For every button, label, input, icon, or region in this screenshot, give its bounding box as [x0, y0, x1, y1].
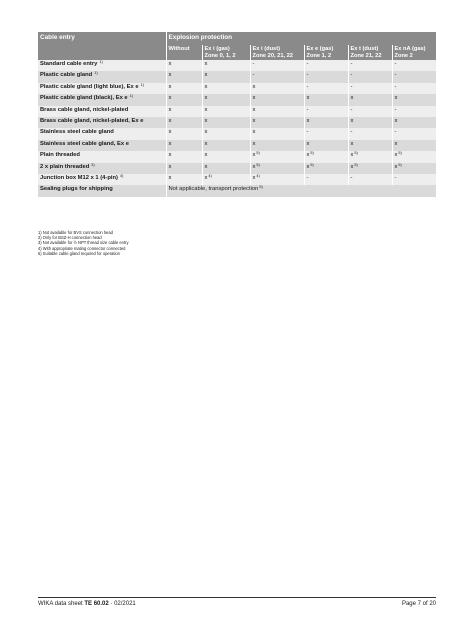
- table-cell: [304, 60, 348, 71]
- table-cell: [166, 117, 202, 128]
- column-header-line1: Ex i (dust): [252, 46, 280, 52]
- column-header: [304, 45, 348, 60]
- row-label-text: Stainless steel cable gland: [40, 129, 114, 136]
- row-label-text: 2 x plain threaded: [40, 163, 90, 170]
- table-cell: [250, 117, 304, 128]
- cell-footnote-ref: 5): [398, 151, 402, 156]
- table-cell: [250, 106, 304, 117]
- cell-value: x: [252, 106, 256, 113]
- row-label: [38, 151, 166, 162]
- table-cell: [304, 163, 348, 174]
- table-row: [38, 140, 436, 151]
- row-label: [38, 60, 166, 71]
- cell-value: x: [306, 152, 310, 159]
- cell-footnote-ref: 4): [256, 174, 260, 178]
- table-cell: [304, 83, 348, 94]
- table-cell: [348, 151, 392, 162]
- cell-value: -: [394, 61, 397, 68]
- cell-footnote-ref: 5): [398, 162, 402, 167]
- table-cell: [202, 94, 250, 105]
- table-cell: [304, 151, 348, 162]
- cell-footnote-ref: 5): [310, 162, 314, 167]
- row-footnote-ref: 1): [129, 94, 134, 99]
- column-header-line2: Zone 20, 21, 22: [252, 52, 293, 59]
- table-cell: [202, 71, 250, 82]
- table-cell: [166, 94, 202, 105]
- table-cell: [304, 106, 348, 117]
- row-footnote-ref: 3): [91, 162, 95, 167]
- cell-value: -: [252, 72, 255, 79]
- cell-value: x: [350, 95, 354, 102]
- header-explosion-protection: Explosion protection: [166, 32, 436, 45]
- table-cell: [392, 106, 436, 117]
- table-cell: [392, 71, 436, 82]
- cell-value: x: [168, 163, 172, 170]
- table-row: [38, 128, 436, 139]
- cell-value: x: [252, 163, 256, 170]
- table-cell: [392, 151, 436, 162]
- table-row: [38, 83, 436, 94]
- table-cell: [202, 60, 250, 71]
- row-label-text: Standard cable entry: [40, 61, 98, 68]
- table-cell: [166, 174, 202, 185]
- table-cell: [166, 71, 202, 82]
- cell-value: -: [306, 175, 309, 181]
- cell-value: x: [252, 140, 256, 147]
- row-label-text: Junction box M12 x 1 (4-pin): [40, 175, 118, 181]
- cell-value: x: [168, 95, 172, 102]
- row-label: [38, 94, 166, 105]
- cell-value: x: [306, 118, 310, 125]
- cell-value: x: [394, 152, 398, 159]
- table-cell: [202, 140, 250, 151]
- cell-value: x: [168, 175, 172, 181]
- table-row: [38, 71, 436, 82]
- row-label-text: Plastic cable gland (light blue), Ex e: [40, 83, 139, 90]
- footer-doc-info: [38, 601, 136, 607]
- row-label-text: Plastic cable gland (black), Ex e: [40, 95, 128, 102]
- row-label: [38, 106, 166, 117]
- table-row: [38, 117, 436, 128]
- column-header-line2: [169, 53, 200, 60]
- cell-value: x: [204, 152, 208, 159]
- cell-value: x: [168, 118, 172, 125]
- cell-value: x: [204, 95, 208, 102]
- cell-value: x: [204, 72, 208, 79]
- column-header: [202, 45, 250, 60]
- cell-value: -: [350, 175, 353, 181]
- table-cell: [304, 71, 348, 82]
- table-row: [38, 163, 436, 174]
- footnote: 4) With appropriate mating connector connected: [38, 245, 126, 251]
- table-cell: [304, 140, 348, 151]
- table-row: [38, 151, 436, 162]
- footnote: 1) Not available for BVS connection head: [38, 230, 113, 235]
- row-label: [38, 140, 166, 151]
- column-header-line1: Ex i (gas): [204, 46, 230, 52]
- table-row: [38, 174, 436, 185]
- cell-value: x: [350, 118, 354, 125]
- cell-value: x: [168, 61, 172, 68]
- footer-separator: ·: [108, 601, 115, 607]
- cell-footnote-ref: 4): [208, 174, 212, 178]
- table-cell: [166, 151, 202, 162]
- footer-date: 02/2021: [114, 601, 136, 607]
- cell-value: x: [204, 106, 208, 113]
- cell-value: x: [204, 175, 208, 181]
- cell-footnote-ref: 5): [256, 162, 260, 167]
- table-cell: [166, 83, 202, 94]
- cell-value: -: [306, 72, 309, 79]
- cell-value: x: [306, 95, 310, 102]
- cell-footnote-ref: 5): [259, 185, 263, 190]
- table-cell: [166, 60, 202, 71]
- row-label-text: Plain threaded: [40, 152, 80, 159]
- cell-value: -: [350, 83, 353, 90]
- row-label-text: Plastic cable gland: [40, 72, 93, 79]
- cell-value: x: [168, 152, 172, 159]
- table-cell: [166, 106, 202, 117]
- table-row: [38, 106, 436, 117]
- header-cable-entry: Cable entry: [38, 32, 166, 60]
- table-cell: [250, 151, 304, 162]
- cell-value: -: [306, 106, 309, 113]
- column-header: [348, 45, 392, 60]
- cell-value: -: [350, 129, 353, 136]
- cell-value: -: [394, 175, 397, 181]
- cell-value: x: [394, 118, 398, 125]
- cell-footnote-ref: 5): [354, 151, 358, 156]
- cell-value: x: [252, 83, 256, 90]
- table-cell: [392, 140, 436, 151]
- table-cell: [348, 128, 392, 139]
- cell-value: x: [204, 140, 208, 147]
- row-label: [38, 83, 166, 94]
- column-header-line1: Ex e (gas): [306, 46, 334, 52]
- footnotes: [38, 230, 338, 256]
- column-header-line2: Zone 21, 22: [350, 52, 382, 59]
- cell-value: -: [350, 72, 353, 79]
- table-cell: [392, 128, 436, 139]
- table-cell: [392, 83, 436, 94]
- cell-footnote-ref: 5): [354, 162, 358, 167]
- table-cell: [348, 71, 392, 82]
- row-label: [38, 128, 166, 139]
- cell-value: -: [350, 61, 353, 68]
- cell-value: -: [252, 61, 255, 68]
- footnote: 2) Only for BSZ-H connection head: [38, 235, 102, 241]
- table-cell: [392, 94, 436, 105]
- table-cell: [348, 140, 392, 151]
- cell-value: x: [168, 106, 172, 113]
- row-label-text: Stainless steel cable gland, Ex e: [40, 140, 129, 147]
- cell-footnote-ref: 5): [310, 151, 314, 156]
- table-cell: [304, 117, 348, 128]
- cable-entry-table: [38, 32, 436, 197]
- table-cell: [348, 117, 392, 128]
- table-cell: [348, 83, 392, 94]
- column-header-line2: Zone 1, 2: [306, 52, 332, 59]
- table-cell: [166, 163, 202, 174]
- table-row: [38, 60, 436, 71]
- table-cell: [304, 94, 348, 105]
- column-header-line2: Zone 0, 1, 2: [204, 52, 236, 59]
- table-cell: [166, 140, 202, 151]
- table-cell: [348, 163, 392, 174]
- table-cell: [250, 94, 304, 105]
- column-header: [166, 45, 202, 60]
- row-footnote-ref: 1): [140, 82, 144, 87]
- table-cell: [202, 128, 250, 139]
- cell-value: -: [394, 106, 397, 113]
- page-footer: [38, 597, 436, 607]
- cell-value: x: [394, 163, 398, 170]
- cell-value: x: [168, 83, 172, 90]
- cell-value: x: [350, 140, 354, 147]
- footer-page-number: Page 7 of 20: [401, 601, 436, 607]
- table-cell-merged: [166, 185, 436, 196]
- cell-footnote-ref: 5): [256, 151, 260, 156]
- cell-value: -: [394, 72, 397, 79]
- cell-value: -: [394, 129, 397, 136]
- column-header-line1: Without: [168, 46, 190, 52]
- table-cell: [392, 174, 436, 185]
- cell-value: -: [306, 83, 309, 90]
- column-header-line2: Zone 2: [394, 52, 413, 59]
- table-row: [38, 94, 436, 105]
- cell-value: -: [394, 83, 397, 90]
- table-cell: [348, 106, 392, 117]
- cell-value: x: [252, 118, 256, 125]
- cell-value: x: [204, 61, 208, 68]
- row-label: Sealing plugs for shipping: [38, 185, 166, 196]
- footnote: 5) Suitable cable gland required for operation: [38, 250, 120, 256]
- table-cell: [202, 174, 250, 185]
- cell-value: -: [350, 106, 353, 113]
- table-cell: [348, 94, 392, 105]
- table-cell: [166, 128, 202, 139]
- row-footnote-ref: 1): [94, 71, 98, 76]
- row-label-text: Brass cable gland, nickel-plated, Ex e: [40, 118, 144, 125]
- table-cell: [304, 174, 348, 185]
- column-header: [250, 45, 304, 60]
- cell-value: x: [204, 163, 208, 170]
- table-row: [38, 185, 436, 196]
- table-cell: [202, 163, 250, 174]
- table-cell: [202, 83, 250, 94]
- table-cell: [304, 128, 348, 139]
- table-cell: [250, 140, 304, 151]
- footnote: 3) Not available for ½ NPT thread size cable entry: [38, 240, 129, 246]
- cell-value: x: [350, 152, 354, 159]
- row-label: [38, 71, 166, 82]
- table-cell: [392, 60, 436, 71]
- table-cell: [202, 106, 250, 117]
- cell-value: x: [168, 140, 172, 147]
- row-label: [38, 174, 166, 185]
- cell-value: x: [204, 129, 208, 136]
- cell-value: x: [394, 140, 398, 147]
- table-cell: [392, 117, 436, 128]
- table-cell: [250, 83, 304, 94]
- table-cell: [250, 128, 304, 139]
- cell-value: -: [306, 61, 309, 68]
- cell-value: x: [204, 83, 208, 90]
- table-cell: [348, 174, 392, 185]
- cell-value: x: [394, 95, 398, 102]
- row-label: [38, 163, 166, 174]
- row-label-text: Brass cable gland, nickel-plated: [40, 106, 129, 113]
- cell-value: x: [306, 140, 310, 147]
- table-cell: [250, 71, 304, 82]
- cell-value: x: [306, 163, 310, 170]
- cell-value: x: [252, 129, 256, 136]
- row-footnote-ref: 1): [99, 60, 103, 65]
- cell-value: x: [350, 163, 354, 170]
- table-cell: [250, 60, 304, 71]
- cell-value: -: [306, 129, 309, 136]
- cell-value: x: [252, 175, 256, 181]
- table-cell: [202, 117, 250, 128]
- row-label: [38, 117, 166, 128]
- cell-value: x: [204, 118, 208, 125]
- cell-value: x: [252, 152, 256, 159]
- footer-doc-number: TE 60.02: [84, 601, 109, 607]
- table-cell: [392, 163, 436, 174]
- table-cell: [250, 163, 304, 174]
- cell-value: x: [168, 129, 172, 136]
- cell-value: Not applicable, transport protection: [168, 186, 259, 193]
- cell-value: x: [168, 72, 172, 79]
- footer-brand: WIKA data sheet: [38, 601, 83, 607]
- table-cell: [250, 174, 304, 185]
- cell-value: x: [252, 95, 256, 102]
- column-header-line1: Ex nA (gas): [394, 46, 426, 52]
- table-cell: [202, 151, 250, 162]
- column-header: [392, 45, 436, 60]
- row-footnote-ref: 4): [119, 174, 124, 178]
- column-header-line1: Ex t (dust): [350, 46, 379, 52]
- table-cell: [348, 60, 392, 71]
